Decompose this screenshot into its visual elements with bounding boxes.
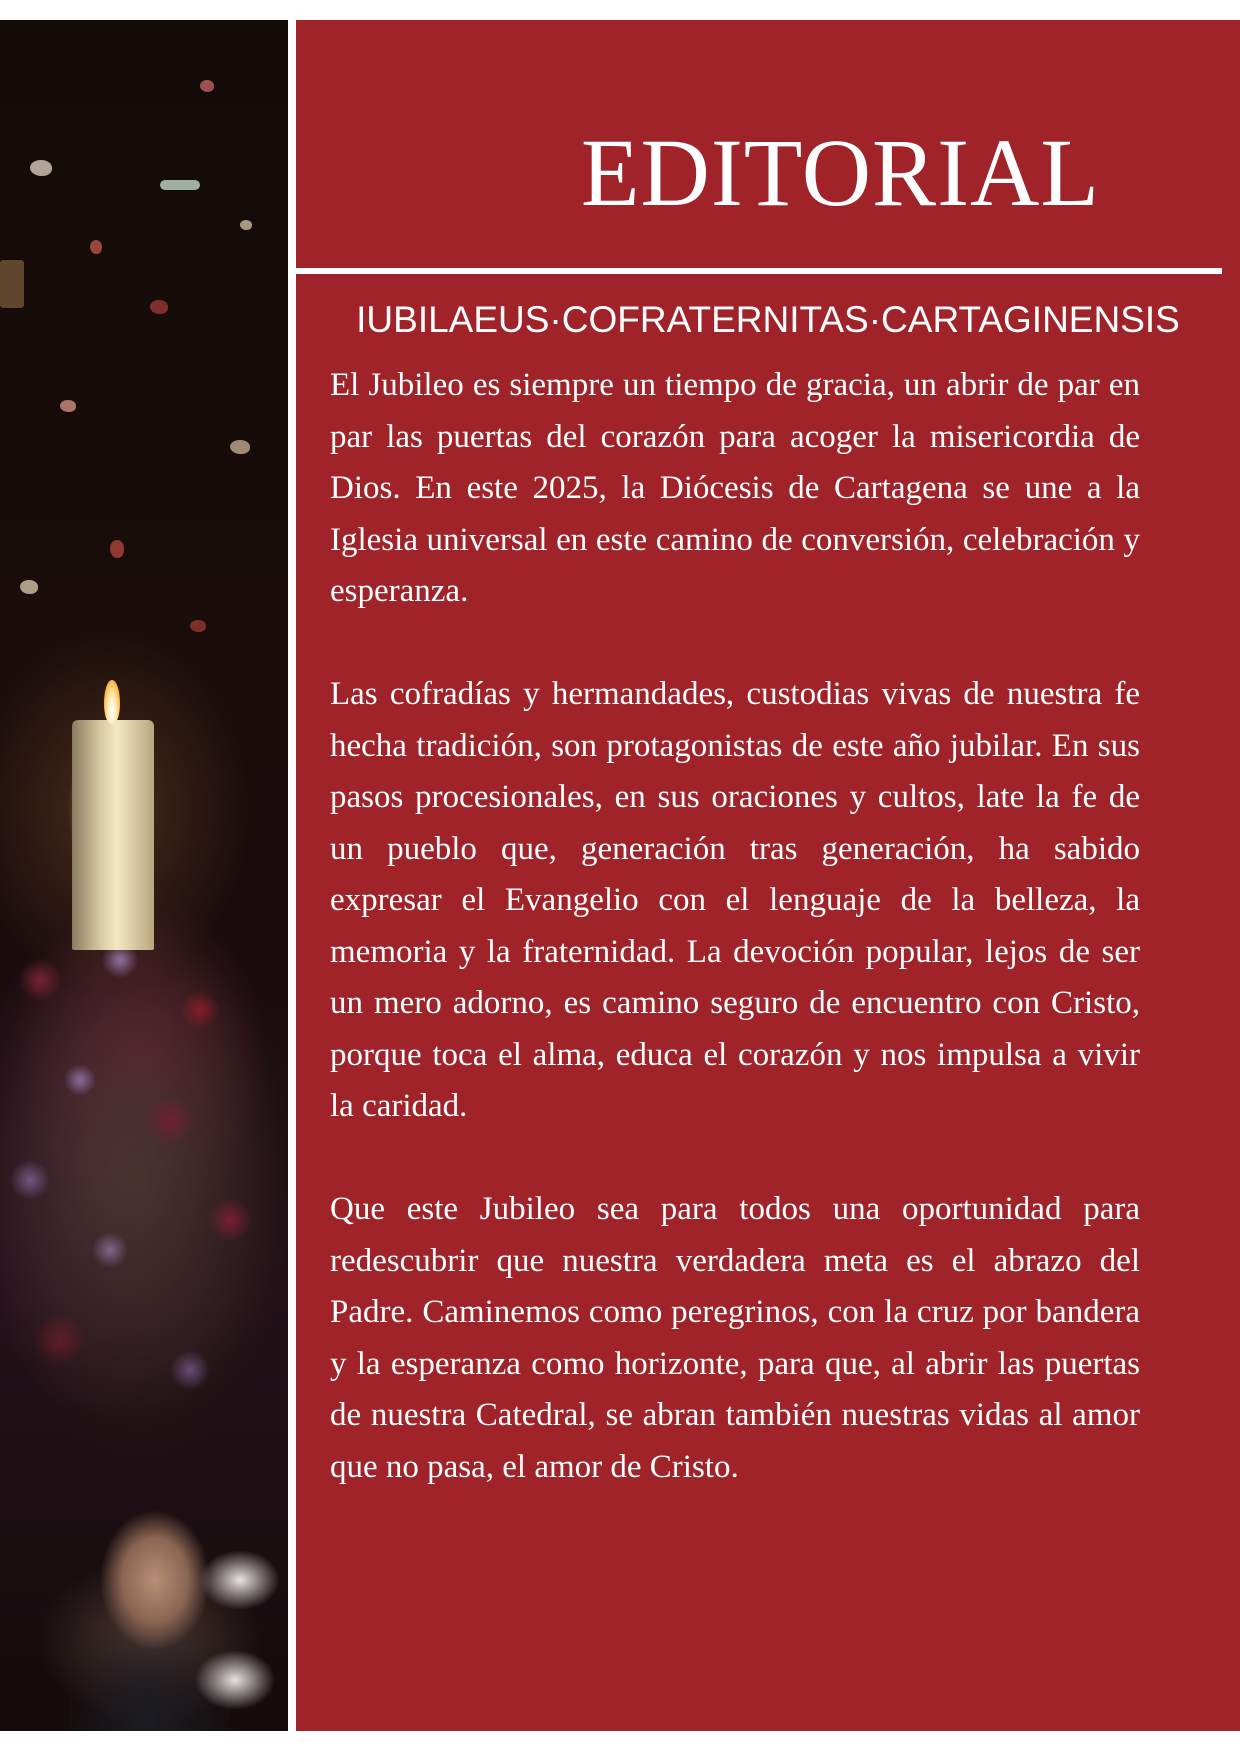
- petal: [200, 80, 214, 92]
- paragraph: El Jubileo es siempre un tiempo de gracia, un abrir de par en par las puertas del corazón para acoger la misericordia de Dios. En este 2025, la Diócesis de Cartagena se une a la Iglesia universal en este camino de conversión, celebración y esperanza.: [330, 367, 1140, 609]
- petal: [160, 180, 200, 190]
- page-title: EDITORIAL: [580, 119, 1100, 226]
- candle-flame: [104, 680, 120, 724]
- petal: [30, 160, 52, 176]
- petal: [20, 580, 38, 594]
- candle: [72, 720, 154, 950]
- petal: [190, 620, 206, 632]
- editorial-body: [330, 360, 1140, 1545]
- paragraph: Las cofradías y hermandades, custodias vivas de nuestra fe hecha tradición, son protagonistas de este año jubilar. En sus pasos procesionales, en sus oraciones y cultos, late la fe de un pueblo que, generación tras generación, ha sabido expresar el Evangelio con el lenguaje de la belleza, la memoria y la fraternidad. La devoción popular, lejos de ser un mero adorno, es camino seguro de encuentro con Cristo, porque toca el alma, educa el corazón y nos impulsa a vivir la caridad.: [330, 676, 1140, 1124]
- petal: [110, 540, 124, 558]
- cover-photo: [0, 20, 288, 1731]
- petal: [150, 300, 168, 314]
- page-subtitle: IUBILAEUS·COFRATERNITAS·CARTAGINENSIS: [356, 299, 1180, 340]
- petal: [90, 240, 102, 254]
- petal: [60, 400, 76, 412]
- petal: [0, 260, 24, 308]
- white-gloves: [190, 1540, 288, 1720]
- paragraph: Que este Jubileo sea para todos una oportunidad para redescubrir que nuestra verdadera meta es el abrazo del Padre. Caminemos como peregrinos, con la cruz por bandera y la esperanza como horizonte, para que, al abrir las puertas de nuestra Catedral, se abran también nuestras vidas al amor que no pasa, el amor de Cristo.: [330, 1191, 1140, 1485]
- petal: [230, 440, 250, 454]
- title-divider: [296, 268, 1222, 274]
- petal: [240, 220, 252, 230]
- flower-arrangement: [0, 920, 288, 1480]
